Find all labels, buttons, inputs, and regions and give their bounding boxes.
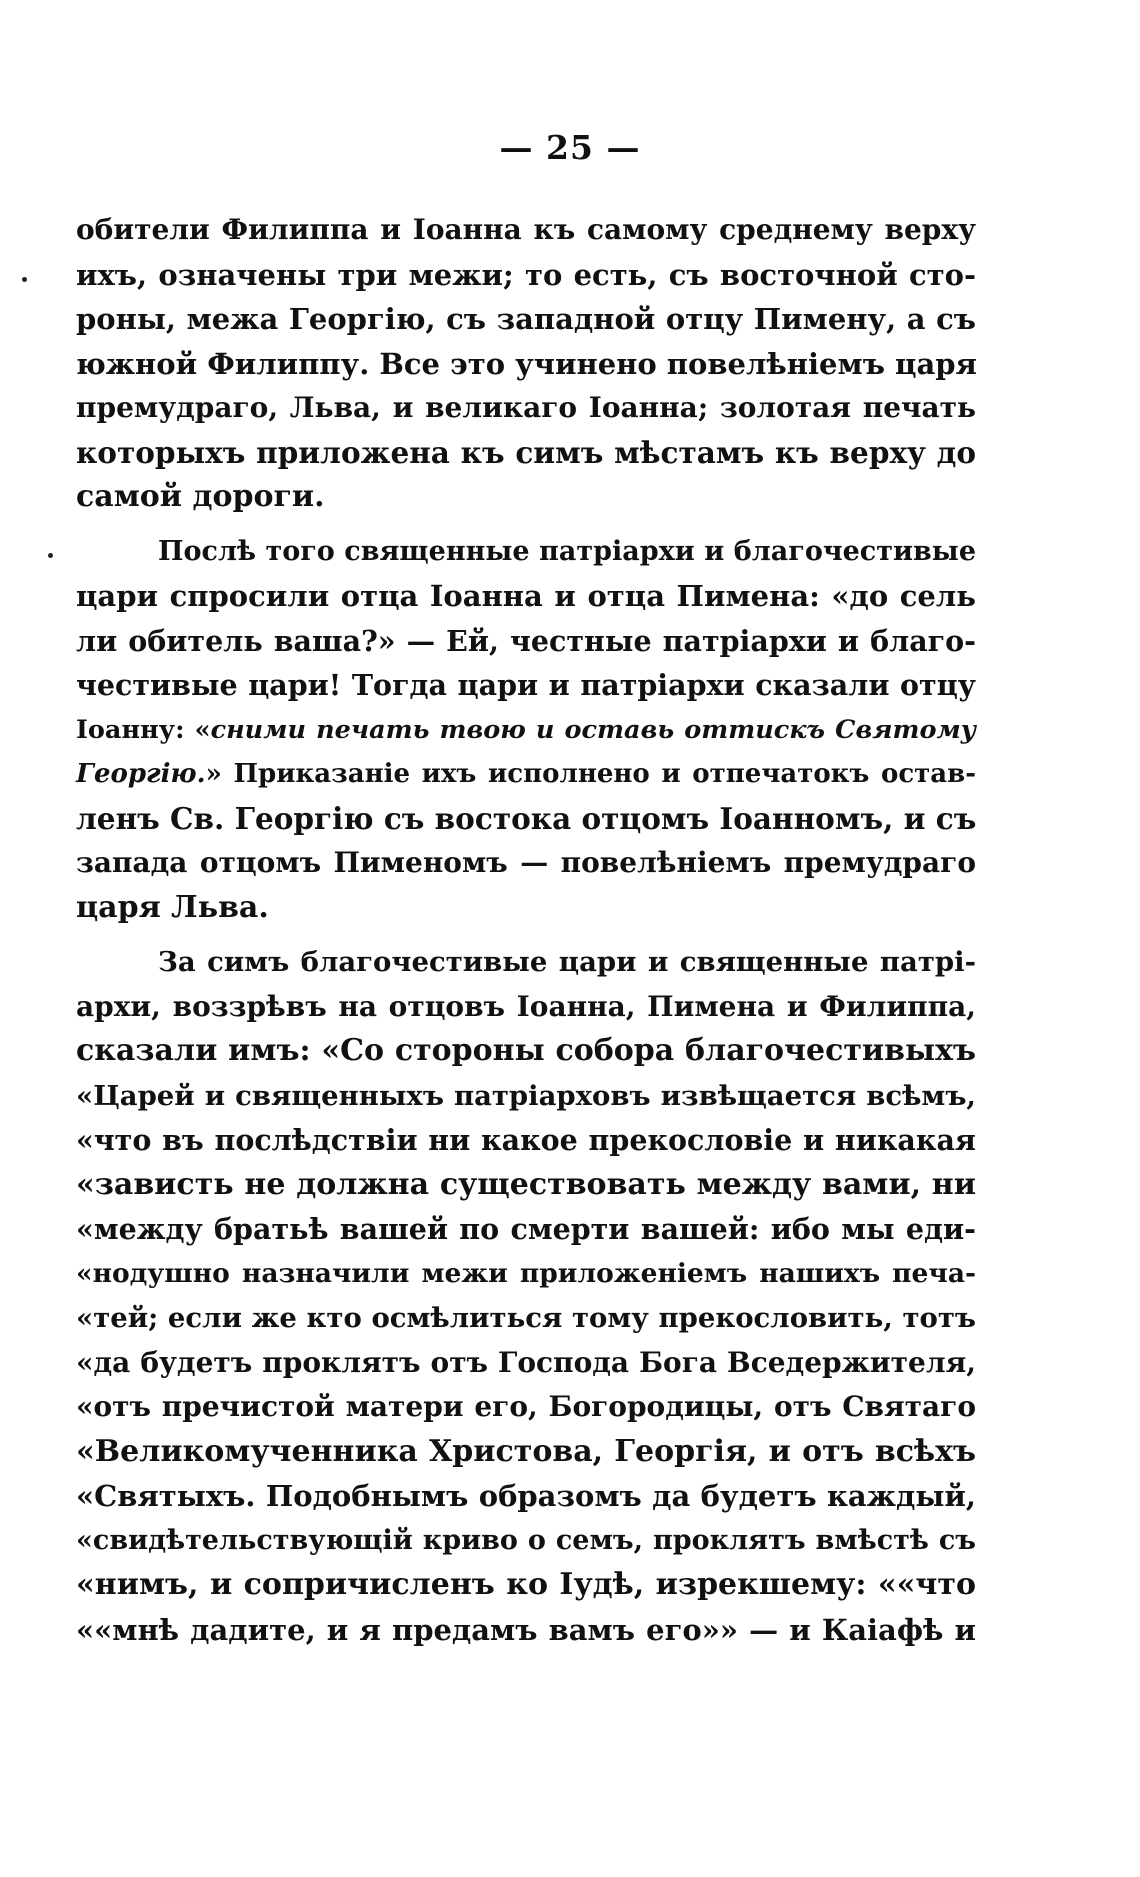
text-line: архи, воззрѣвъ на отцовъ Іоанна, Пимена и Филиппа, <box>76 989 976 1023</box>
text-line: цари спросили отца Іоанна и отца Пимена: «до сель <box>76 579 976 613</box>
paragraph-1 <box>76 208 976 520</box>
body-text <box>76 208 976 1652</box>
text-line: Іоанну: «сними печать твою и оставь оттискъ Святому <box>76 714 976 745</box>
text-line: сказали имъ: «Со стороны собора благочестивыхъ <box>76 1033 976 1068</box>
text-line: ленъ Св. Георгію съ востока отцомъ Іоанномъ, и съ <box>76 800 977 836</box>
text-line: «нодушно назначили межи приложеніемъ нашихъ печа- <box>76 1257 976 1289</box>
paragraph-3 <box>76 940 976 1652</box>
text-line: ли обитель ваша?» — Ей, честные патріархи и благо- <box>76 623 976 658</box>
text-line: честивые цари! Тогда цари и патріархи сказали отцу <box>76 668 976 702</box>
text-line: «что въ послѣдствіи ни какое прекословіе и никакая <box>76 1123 976 1157</box>
italic-quote: Георгію. <box>76 759 206 789</box>
text-line: «зависть не должна существовать между вами, ни <box>76 1166 976 1202</box>
text-line: ихъ, означены три межи; то есть, съ восточной сто- <box>76 257 976 292</box>
text-line: «отъ пречистой матери его, Богородицы, отъ Святаго <box>76 1390 976 1423</box>
text-line: обители Филиппа и Іоанна къ самому среднему верху <box>76 213 976 246</box>
text-line: «Святыхъ. Подобнымъ образомъ да будетъ каждый, <box>76 1479 976 1513</box>
text-line: «свидѣтельствующій криво о семъ, проклятъ вмѣстѣ съ <box>76 1524 976 1556</box>
margin-mark <box>48 553 53 558</box>
text-line: Георгію.» Приказаніе ихъ исполнено и отпечатокъ остав- <box>76 759 976 789</box>
text-line: ««мнѣ дадите, и я предамъ вамъ его»» — и Каіафѣ и <box>76 1612 976 1647</box>
italic-quote: сними печать твою и оставь оттискъ Святому <box>210 714 976 745</box>
text-line: южной Филиппу. Все это учинено повелѣніемъ царя <box>76 346 977 381</box>
text-line: «тей; если же кто осмѣлиться тому прекословить, тотъ <box>76 1302 976 1334</box>
text-line: которыхъ приложена къ симъ мѣстамъ къ верху до <box>76 434 976 470</box>
text-line: царя Льва. <box>76 889 269 925</box>
text-line: «да будетъ проклятъ отъ Господа Бога Вседержителя, <box>76 1345 976 1379</box>
text-line: премудраго, Льва, и великаго Іоанна; золотая печать <box>76 391 976 424</box>
text-line: «Великомученника Христова, Георгія, и отъ всѣхъ <box>76 1433 976 1469</box>
text-line: «нимъ, и сопричисленъ ко Іудѣ, изрекшему: ««что <box>76 1567 976 1602</box>
text-line: запада отцомъ Пименомъ — повелѣніемъ премудраго <box>76 846 976 879</box>
text-line: Послѣ того священные патріархи и благочестивые <box>158 535 976 567</box>
text-line: «между братьѣ вашей по смерти вашей: ибо мы еди- <box>76 1212 976 1246</box>
text-line: За симъ благочестивые цари и священные патрі- <box>158 946 976 978</box>
paragraph-2 <box>76 530 976 931</box>
text-line: «Царей и священныхъ патріарховъ извѣщается всѣмъ, <box>76 1079 976 1112</box>
margin-mark <box>22 277 27 282</box>
text-line: самой дороги. <box>76 479 325 514</box>
page-number: — 25 — <box>499 128 641 167</box>
text-line: роны, межа Георгію, съ западной отцу Пимену, а съ <box>76 302 976 336</box>
